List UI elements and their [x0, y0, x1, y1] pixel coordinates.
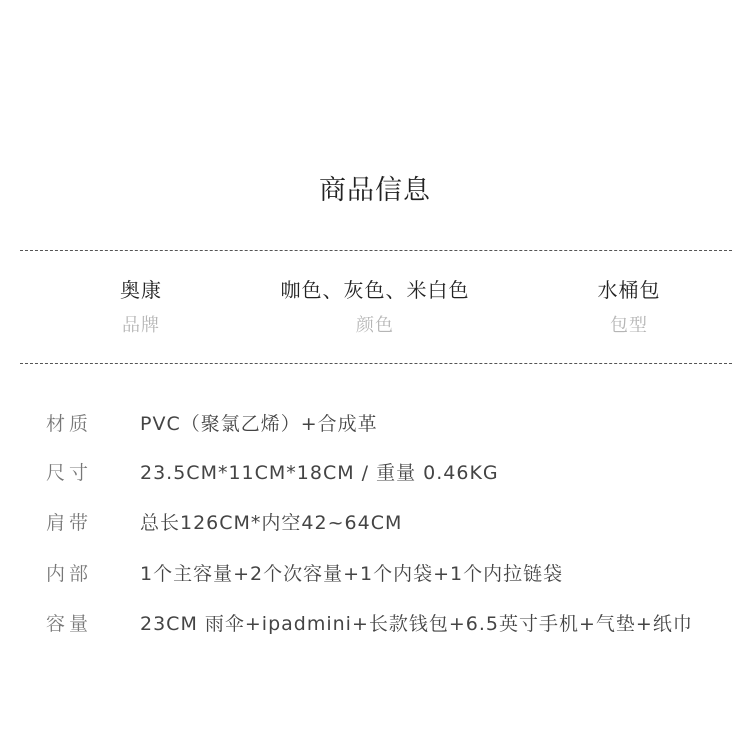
spec-label-interior: 内部: [46, 563, 93, 585]
summary-bag-type: [499, 276, 750, 338]
spec-label-capacity: 容量: [46, 613, 93, 635]
spec-row-size: [0, 458, 750, 488]
summary-color: [245, 276, 505, 338]
spec-label-size: 尺寸: [46, 462, 93, 484]
spec-row-interior: [0, 559, 750, 589]
spec-row-capacity: [0, 609, 750, 639]
summary-bag-type-value: 水桶包: [597, 278, 661, 302]
bottom-dashed-divider: [20, 363, 732, 364]
spec-value-interior: 1个主容量+2个次容量+1个内袋+1个内拉链袋: [140, 563, 564, 585]
spec-value-capacity: 23CM 雨伞+ipadmini+长款钱包+6.5英寸手机+气垫+纸巾: [140, 613, 693, 635]
summary-color-value: 咖色、灰色、米白色: [280, 278, 470, 302]
summary-color-label: 颜色: [356, 315, 394, 336]
summary-bag-type-label: 包型: [610, 315, 648, 336]
top-dashed-divider: [20, 250, 732, 251]
spec-value-material: PVC（聚氯乙烯）+合成革: [140, 413, 378, 435]
spec-value-strap: 总长126CM*内空42~64CM: [140, 512, 403, 534]
spec-row-material: [0, 409, 750, 439]
spec-label-material: 材质: [46, 413, 93, 435]
summary-brand-value: 奥康: [120, 278, 162, 302]
summary-brand: [11, 276, 271, 338]
summary-brand-label: 品牌: [122, 315, 160, 336]
spec-value-size: 23.5CM*11CM*18CM / 重量 0.46KG: [140, 462, 499, 484]
page-title: 商品信息: [319, 175, 431, 206]
spec-row-strap: [0, 508, 750, 538]
spec-label-strap: 肩带: [46, 512, 93, 534]
